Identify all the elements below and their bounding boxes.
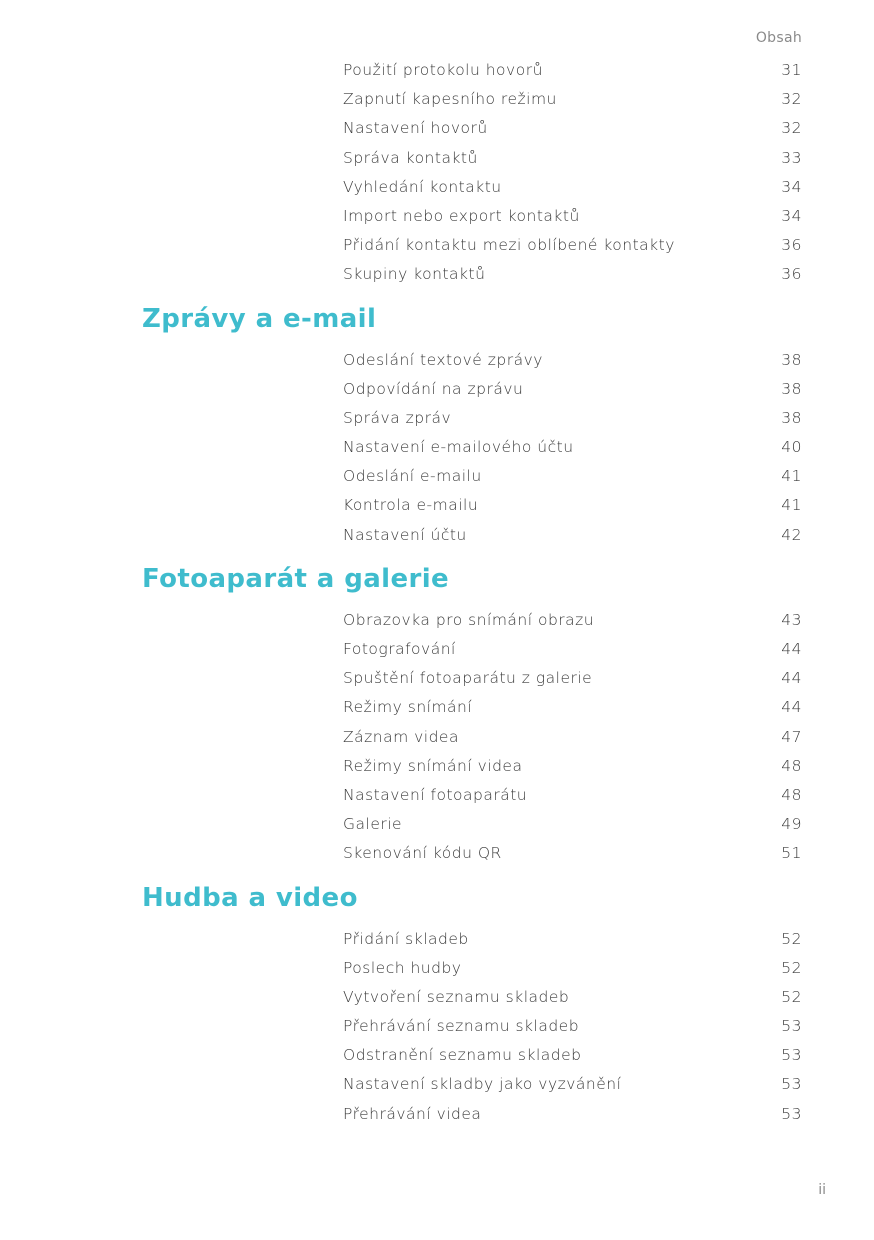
toc-entry-title: Zapnutí kapesního režimu: [343, 90, 557, 109]
toc-entry-page: 40: [781, 438, 802, 457]
toc-entry-page: 44: [781, 698, 802, 717]
toc-entry-title: Přidání skladeb: [343, 929, 469, 948]
toc-entry[interactable]: [343, 491, 802, 520]
toc-entry-page: 42: [781, 525, 802, 544]
toc-entry[interactable]: [343, 144, 802, 173]
toc-entry[interactable]: [343, 375, 802, 404]
section-heading-messages[interactable]: Zprávy a e-mail: [142, 303, 377, 334]
toc-entry-title: Nastavení skladby jako vyzvánění: [343, 1075, 622, 1094]
toc-entry-page: 53: [781, 1046, 802, 1065]
toc-entry-page: 36: [781, 265, 802, 284]
toc-entry[interactable]: [343, 521, 802, 550]
toc-entry[interactable]: [343, 433, 802, 462]
toc-entry-title: Vyhledání kontaktu: [343, 177, 502, 196]
toc-entry-title: Poslech hudby: [343, 958, 462, 977]
toc-entry[interactable]: [343, 781, 802, 810]
toc-entry[interactable]: [343, 231, 802, 260]
running-header: Obsah: [755, 30, 802, 46]
toc-entry-title: Přehrávání videa: [343, 1104, 482, 1123]
toc-group-music: [0, 925, 874, 1129]
toc-entry-page: 38: [781, 408, 802, 427]
toc-entry[interactable]: [343, 635, 802, 664]
toc-entry-title: Nastavení hovorů: [343, 119, 488, 138]
toc-entry-title: Režimy snímání videa: [343, 756, 523, 775]
toc-entry-title: Skenování kódu QR: [343, 844, 502, 863]
toc-entry-title: Odstranění seznamu skladeb: [343, 1046, 582, 1065]
toc-entry[interactable]: [343, 723, 802, 752]
toc-entry-page: 53: [781, 1017, 802, 1036]
toc-entry[interactable]: [343, 404, 802, 433]
toc-entry-page: 38: [781, 350, 802, 369]
toc-entry-title: Nastavení e-mailového účtu: [343, 438, 574, 457]
toc-entry-title: Kontrola e-mailu: [343, 496, 479, 515]
toc-entry-page: 52: [781, 987, 802, 1006]
toc-entry[interactable]: [343, 810, 802, 839]
toc-entry[interactable]: [343, 1041, 802, 1070]
toc-entry-title: Nastavení účtu: [343, 525, 467, 544]
toc-entry[interactable]: [343, 260, 802, 289]
toc-entry-page: 52: [781, 929, 802, 948]
toc-entry-title: Spuštění fotoaparátu z galerie: [343, 669, 593, 688]
toc-entry[interactable]: [343, 983, 802, 1012]
toc-entry-page: 43: [781, 610, 802, 629]
toc-entry[interactable]: [343, 173, 802, 202]
toc-entry-title: Skupiny kontaktů: [343, 265, 486, 284]
toc-entry-page: 41: [781, 467, 802, 486]
toc-entry-title: Fotografování: [343, 640, 456, 658]
toc-entry[interactable]: [343, 925, 802, 954]
toc-entry-title: Správa zpráv: [343, 408, 452, 427]
toc-entry[interactable]: [343, 693, 802, 722]
toc-entry[interactable]: [343, 1100, 802, 1129]
toc-entry-title: Přehrávání seznamu skladeb: [343, 1017, 580, 1036]
toc-entry[interactable]: [343, 752, 802, 781]
toc-entry-title: Obrazovka pro snímání obrazu: [343, 610, 595, 629]
toc-entry-page: 51: [781, 844, 802, 863]
toc-entry[interactable]: [343, 462, 802, 491]
table-of-contents: [0, 56, 874, 1129]
toc-entry[interactable]: [343, 606, 802, 635]
toc-entry-page: 34: [781, 206, 802, 225]
section-heading-camera[interactable]: Fotoaparát a galerie: [142, 563, 450, 594]
toc-entry-title: Nastavení fotoaparátu: [343, 785, 528, 804]
toc-entry-page: 32: [781, 90, 802, 109]
toc-entry-title: Správa kontaktů: [343, 148, 478, 167]
toc-entry[interactable]: [343, 56, 802, 85]
toc-entry-page: 38: [781, 379, 802, 398]
toc-entry[interactable]: [343, 114, 802, 143]
toc-entry-page: 32: [781, 119, 802, 138]
toc-entry-page: 33: [781, 148, 802, 167]
toc-group-continued: [0, 56, 874, 290]
toc-group-camera: [0, 606, 874, 869]
toc-entry-title: Použití protokolu hovorů: [343, 61, 543, 79]
toc-entry-page: 52: [781, 958, 802, 977]
toc-entry-title: Odpovídání na zprávu: [343, 379, 524, 398]
toc-entry-title: Odeslání textové zprávy: [343, 350, 543, 369]
toc-entry-title: Odeslání e-mailu: [343, 467, 482, 486]
toc-entry-page: 34: [781, 177, 802, 196]
toc-entry[interactable]: [343, 664, 802, 693]
toc-entry[interactable]: [343, 954, 802, 983]
toc-entry[interactable]: [343, 1070, 802, 1099]
toc-entry-page: 41: [781, 496, 802, 515]
toc-entry-page: 44: [781, 669, 802, 688]
toc-entry-page: 36: [781, 236, 802, 255]
toc-entry-title: Vytvoření seznamu skladeb: [343, 987, 570, 1006]
toc-entry-page: 48: [781, 785, 802, 804]
toc-entry[interactable]: [343, 346, 802, 375]
toc-entry-title: Galerie: [343, 815, 403, 834]
toc-entry-page: 47: [781, 727, 802, 746]
section-heading-music[interactable]: Hudba a video: [142, 882, 358, 913]
page-number: ii: [818, 1182, 826, 1198]
toc-entry-title: Import nebo export kontaktů: [343, 206, 580, 225]
toc-entry[interactable]: [343, 202, 802, 231]
toc-entry-page: 31: [781, 61, 802, 79]
toc-entry-title: Režimy snímání: [343, 698, 473, 717]
toc-entry[interactable]: [343, 839, 802, 868]
toc-entry-page: 53: [781, 1075, 802, 1094]
toc-entry[interactable]: [343, 1012, 802, 1041]
toc-entry-page: 53: [781, 1104, 802, 1123]
toc-entry-page: 48: [781, 756, 802, 775]
toc-entry-title: Záznam videa: [343, 727, 459, 746]
toc-entry-page: 49: [781, 815, 802, 834]
toc-group-messages: [0, 346, 874, 550]
toc-entry[interactable]: [343, 85, 802, 114]
toc-entry-page: 44: [781, 640, 802, 658]
toc-entry-title: Přidání kontaktu mezi oblíbené kontakty: [343, 236, 675, 255]
